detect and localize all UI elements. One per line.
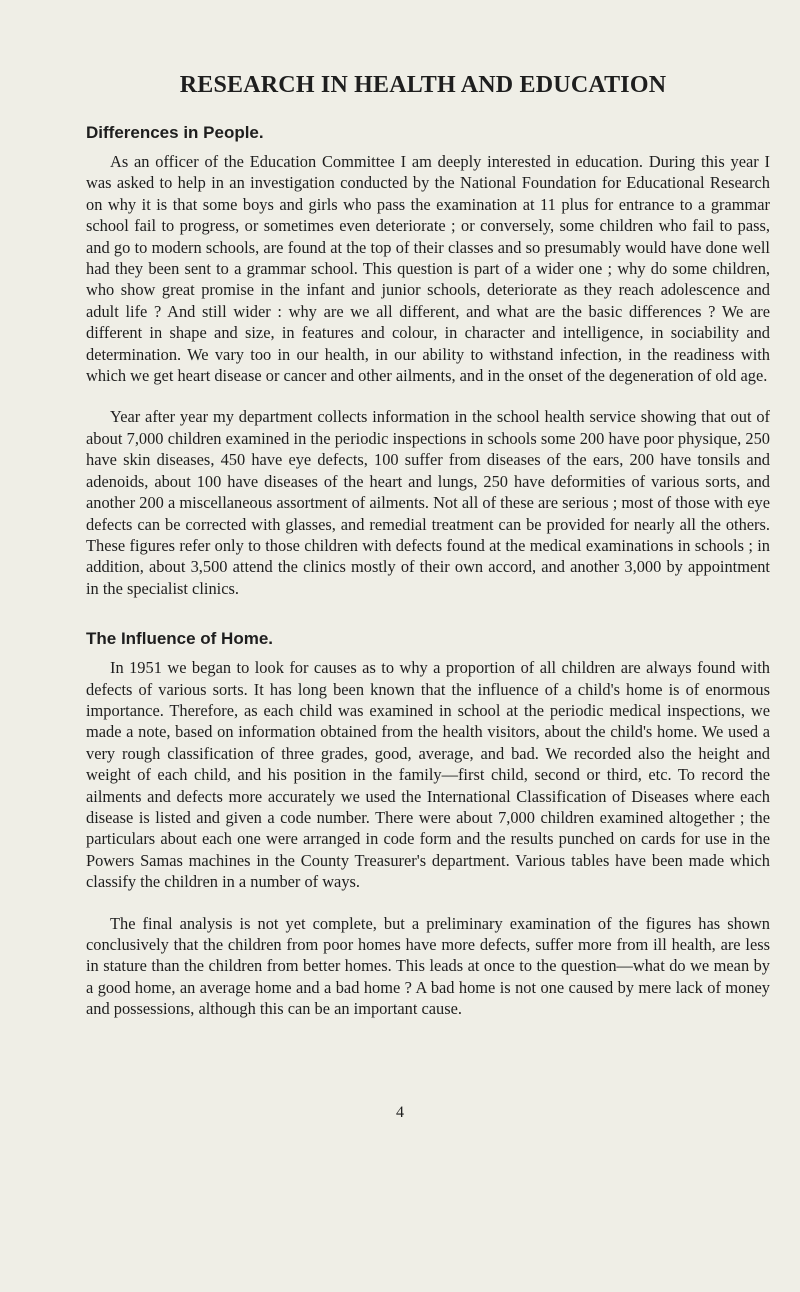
paragraph: As an officer of the Education Committee I am deeply interested in education. During this year I was asked to help in an investigation conducted by the National Foundation for Educational Research on why it is that some boys and girls who pass the examination at 11 plus for entrance to a grammar school fail to progress, or sometimes even deteriorate ; or conversely, some children who fail to pass, and go to modern schools, are found at the top of their classes and so presumably would have done well had they been sent to a grammar school. This question is part of a wider one ; why do some children, who show great promise in the infant and junior schools, deteriorate as they reach adolescence and adult life ? And still wider : why are we all different, and what are the basic differences ? We are different in shape and size, in features and colour, in character and intelligence, in sociability and determination. We vary too in our health, in our ability to withstand infection, in the readiness with which we get heart disease or cancer and other ailments, and in the onset of the degeneration of old age. (86, 152, 770, 386)
section-heading: Differences in People. (86, 123, 264, 142)
paragraph: In 1951 we began to look for causes as to why a proportion of all children are always found with defects of various sorts. It has long been known that the influence of a child's home is of enormous importance. Therefore, as each child was examined in school at the periodic medical inspections, we made a note, based on information obtained from the health visitors, about the child's home. We used a very rough classification of three grades, good, average, and bad. We recorded also the height and weight of each child, and his position in the family—first child, second or third, etc. To record the ailments and defects more accurately we used the International Classification of Diseases where each disease is listed and given a code number. There were about 7,000 children examined altogether ; the particulars about each one were arranged in code form and the results punched on cards for use in the Powers Samas machines in the County Treasurer's department. Various tables have been made which classify the children in a number of ways. (86, 658, 770, 892)
paragraph: The final analysis is not yet complete, but a preliminary examination of the figures has shown conclusively that the children from poor homes have more defects, suffer more from ill health, are less in stature than the children from better homes. This leads at once to the question—what do we mean by a good home, an average home and a bad home ? A bad home is not one caused by mere lack of money and possessions, although this can be an important cause. (86, 913, 770, 1019)
page-title: RESEARCH IN HEALTH AND EDUCATION (179, 72, 667, 98)
page-number: 4 (396, 1104, 404, 1121)
section-heading: The Influence of Home. (86, 629, 274, 649)
paragraph: Year after year my department collects information in the school health service showing that out of about 7,000 children examined in the periodic inspections in schools some 200 have poor physique, 250 have skin diseases, 450 have eye defects, 100 suffer from diseases of the ears, 200 have tonsils and adenoids, about 100 have diseases of the heart and lungs, 250 have deformities of various sorts, and another 200 a miscellaneous assortment of ailments. Not all of these are serious ; most of those with eye defects can be corrected with glasses, and remedial treatment can be provided for nearly all the others. These figures refer only to those children with defects found at the medical examinations in schools ; in addition, about 3,500 attend the clinics mostly of their own accord, and another 3,000 by appointment in the specialist clinics. (86, 407, 770, 598)
section-differences-in-people (86, 123, 770, 599)
section-influence-of-home (86, 629, 770, 1020)
